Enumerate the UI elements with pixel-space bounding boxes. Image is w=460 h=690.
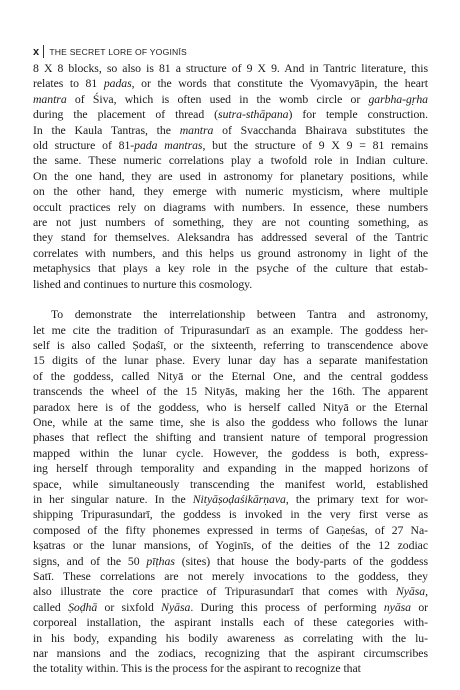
text-line: 8 X 8 blocks, so also is 81 a structure of 9 X 9. And in Tantric literature, this — [33, 62, 428, 75]
page-number: x — [33, 45, 40, 58]
text-line: in his body, expanding his bodily awareness as correlating with the lu- — [33, 631, 428, 645]
text-line: nar mansions and the zodiacs, recognizing that the aspirant circumscribes — [33, 647, 428, 661]
body-text — [33, 61, 428, 677]
text-line: during the placement of thread (sutra-sthāpana) for temple construction. — [33, 108, 428, 122]
text-line: lished and continues to nurture this cosmology. — [33, 277, 253, 291]
text-line: also illustrate the core practice of Tripurasundarī that comes with Nyāsa, — [33, 585, 428, 599]
text-line: in her singular nature. In the Nityāṣoḍaśikārṇava, the primary text for wor- — [33, 492, 428, 506]
text-line: correlates with numbers, and this helps us ground astronomy in light of the — [33, 246, 428, 260]
text-line: space, while simultaneously transcending the manifest world, established — [33, 477, 428, 491]
text-line: In the Kaula Tantras, the mantra of Svacchanda Bhairava substitutes the — [33, 123, 428, 137]
paragraph — [33, 307, 428, 677]
running-header — [33, 45, 187, 58]
paragraph — [33, 61, 428, 292]
text-line: signs, and of the 50 pīṭhas (sites) that house the body-parts of the goddess — [33, 554, 428, 568]
text-line: Satī. These correlations are not merely invocations to the goddess, they — [33, 570, 428, 583]
header-divider — [43, 45, 44, 58]
text-line: mapped within the lunar cycle. However, the goddess is both, express- — [33, 446, 428, 460]
text-line: transcends the wheel of the 15 Nityās, making her the 16th. The apparent — [33, 385, 428, 399]
text-line: paradox here is of the goddess, who is herself called Nityā or the Eternal — [33, 400, 428, 414]
text-line: mantra of Śiva, which is often used in the womb circle or garbha-gṛha — [33, 92, 428, 106]
text-line: On the one hand, they are used in astronomy for planetary positions, while — [33, 169, 428, 183]
text-line: relates to 81 padas, or the words that constitute the Vyomavyāpin, the heart — [33, 77, 428, 91]
text-line: old structure of 81-pada mantras, but the structure of 9 X 9 = 81 remains — [33, 139, 428, 153]
text-line: the same. These numeric correlations play a twofold role in Indian culture. — [33, 154, 428, 168]
text-line: self is also called Ṣoḍaśī, or the sixteenth, referring to transcendence above — [33, 338, 428, 352]
text-line: One, while at the same time, she is also the goddess who follows the lunar — [33, 415, 428, 429]
paragraph-gap — [33, 292, 428, 307]
text-line: called Ṣoḍhā or sixfold Nyāsa. During this process of performing nyāsa or — [33, 600, 429, 614]
text-line: they stand for themselves. Aleksandra has addressed several of the Tantric — [33, 231, 428, 245]
text-line: To demonstrate the interrelationship between Tantra and astronomy, — [51, 308, 428, 322]
text-line: shipping Tripurasundarī, the goddess is invoked in the very first verse as — [33, 508, 428, 522]
running-title: THE SECRET LORE OF YOGINĪS — [49, 46, 187, 57]
text-line: occult practices rely on diagrams with numbers. In essence, these numbers — [33, 200, 428, 214]
text-line: composed of the fifty phonemes expressed in terms of Gaṇeśas, of 27 Na- — [33, 523, 428, 537]
text-line: ing herself through temporality and expanding in the mapped horizons of — [33, 462, 428, 476]
text-line: kṣatras or the lunar mansions, of Yoginīs, of the deities of the 12 zodiac — [33, 539, 428, 553]
text-line: of the goddess, called Nityā or the Eternal One, and the central goddess — [33, 369, 428, 383]
text-line: 15 digits of the lunar phase. Every lunar day has a separate manifestation — [33, 354, 428, 368]
text-line: corporeal installation, the aspirant installs each of these categories with- — [33, 616, 428, 630]
text-line: let me cite the tradition of Tripurasundarī as an example. The goddess her- — [33, 323, 428, 337]
text-line: the totality within. This is the process for the aspirant to recognize that — [33, 662, 361, 676]
text-line: phases that reflect the shifting and transient nature of temporal progression — [33, 431, 428, 445]
text-line: on the other hand, they emerge with numeric mysticism, where multiple — [33, 185, 428, 199]
text-line: are not just numbers of something, they are not counting something, as — [33, 216, 428, 230]
text-line: metaphysics that plays a key role in the psyche of the culture that estab- — [33, 262, 428, 276]
